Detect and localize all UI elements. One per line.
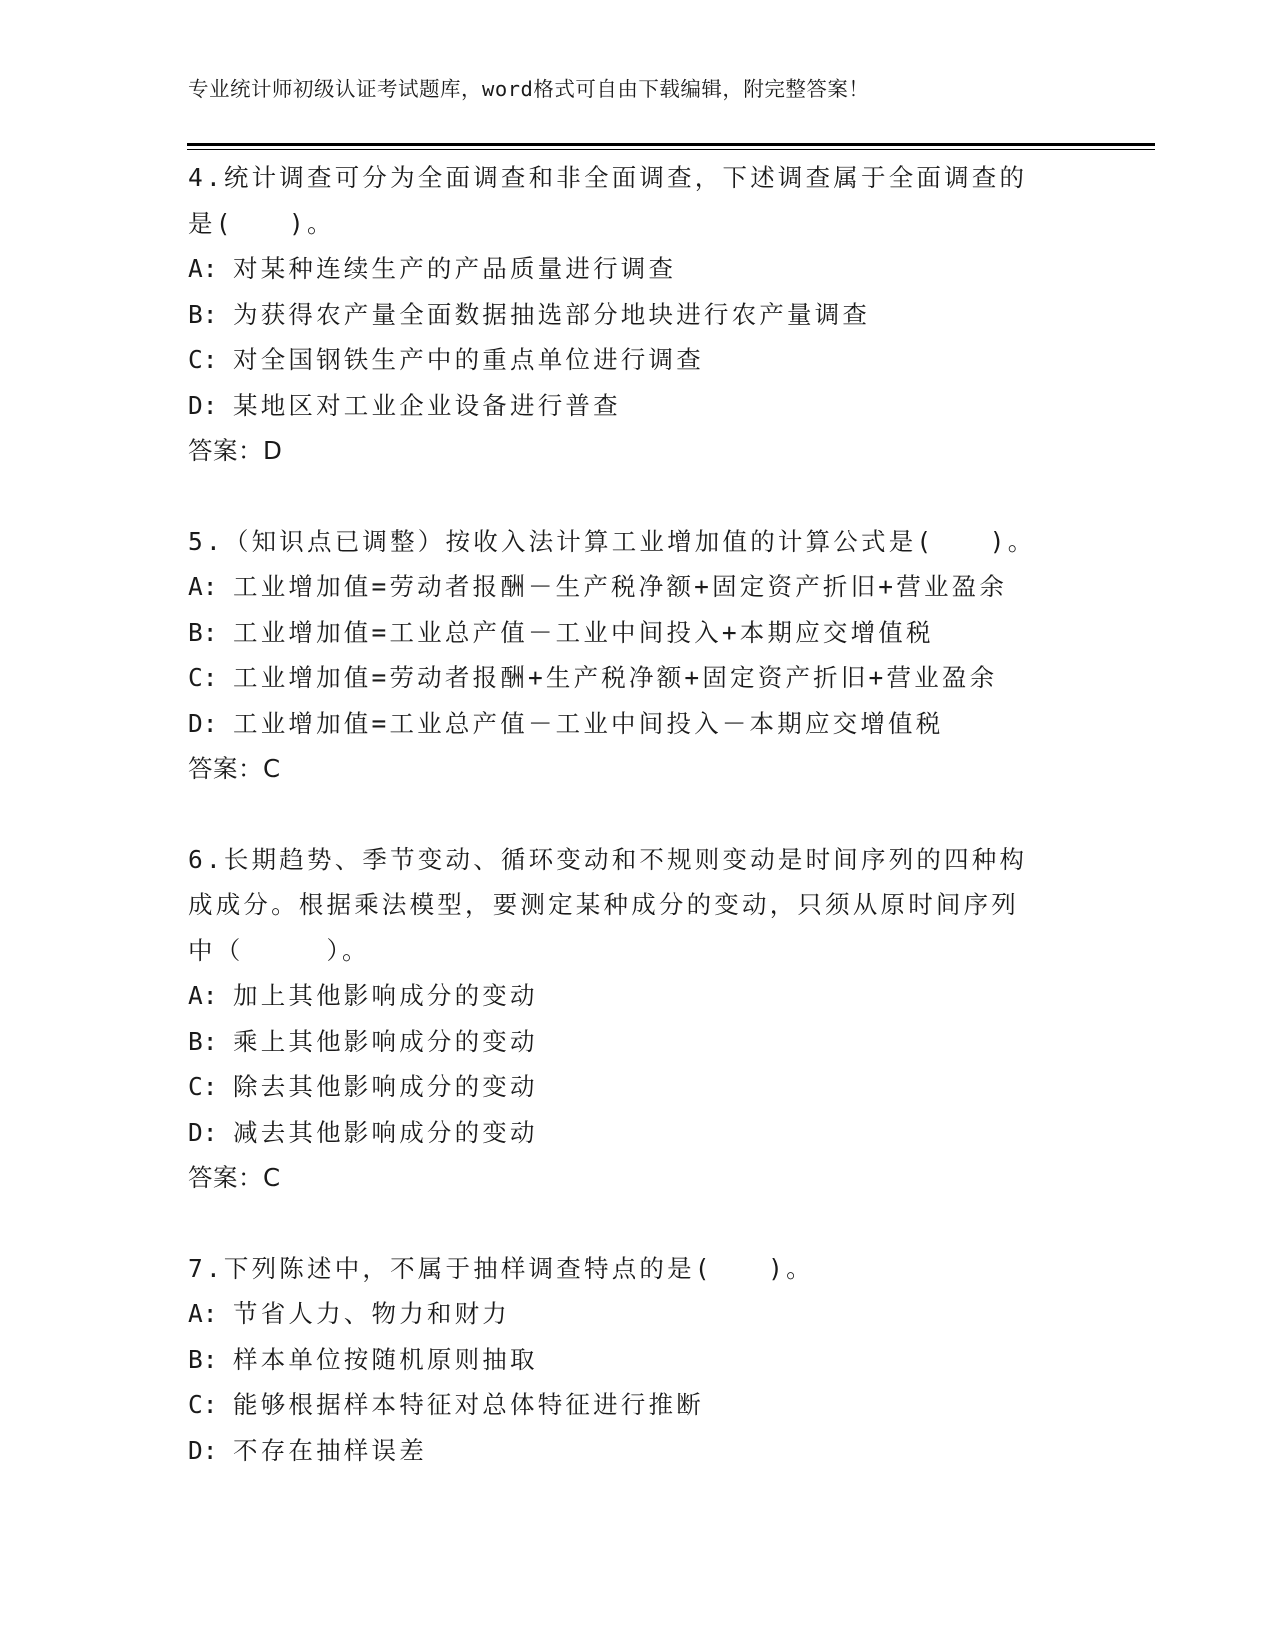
answer-option: [188, 1428, 1068, 1474]
answer-option: [188, 1337, 1068, 1383]
question-block: [188, 519, 1068, 792]
question-list: [188, 155, 1068, 1518]
option-text: 加上其他影响成分的变动: [233, 981, 538, 1010]
option-letter: D:: [188, 1435, 218, 1465]
answer-option: [188, 292, 1068, 338]
question-stem-line: 是( )。: [188, 208, 335, 238]
option-text: 工业增加值=工业总产值－工业中间投入－本期应交增值税: [233, 708, 944, 738]
option-text: 工业增加值=劳动者报酬－生产税净额+固定资产折旧+营业盈余: [233, 572, 1008, 601]
option-letter: A:: [188, 981, 218, 1010]
option-text: 节省人力、物力和财力: [233, 1299, 510, 1328]
question-stem-line: 中（ ）。: [188, 935, 370, 965]
answer-label: 答案：: [188, 436, 263, 465]
answer-key: C: [263, 1163, 281, 1192]
answer-option: [188, 701, 1068, 747]
option-letter: A:: [188, 572, 218, 601]
answer-option: [188, 655, 1068, 701]
option-letter: D:: [188, 708, 218, 738]
option-letter: A:: [188, 1299, 218, 1328]
option-letter: A:: [188, 254, 218, 283]
option-letter: B:: [188, 617, 218, 647]
question-stem-line: 5.（知识点已调整）按收入法计算工业增加值的计算公式是( )。: [188, 526, 1036, 556]
answer-label: 答案：: [188, 754, 263, 783]
answer-option: [188, 1291, 1068, 1337]
option-letter: B:: [188, 299, 218, 329]
page-header: 专业统计师初级认证考试题库，word格式可自由下载编辑，附完整答案！: [188, 77, 870, 101]
option-text: 对某种连续生产的产品质量进行调查: [233, 254, 677, 283]
question-stem-line: 4.统计调查可分为全面调查和非全面调查，下述调查属于全面调查的: [188, 163, 1028, 192]
answer-key: C: [263, 754, 281, 783]
answer-option: [188, 1110, 1068, 1156]
answer-option: [188, 1382, 1068, 1428]
option-text: 为获得农产量全面数据抽选部分地块进行农产量调查: [233, 299, 871, 329]
answer-option: [188, 337, 1068, 383]
option-text: 某地区对工业企业设备进行普查: [233, 390, 621, 420]
question-stem-line: 6.长期趋势、季节变动、循环变动和不规则变动是时间序列的四种构: [188, 844, 1028, 874]
answer-option: [188, 246, 1068, 292]
option-text: 能够根据样本特征对总体特征进行推断: [233, 1390, 704, 1419]
answer-key: D: [263, 436, 282, 465]
header-rule-thick: [187, 143, 1155, 146]
option-letter: B:: [188, 1026, 218, 1056]
answer-option: [188, 1019, 1068, 1065]
option-text: 工业增加值=工业总产值－工业中间投入+本期应交增值税: [233, 617, 934, 647]
option-text: 样本单位按随机原则抽取: [233, 1344, 538, 1374]
option-letter: D:: [188, 1117, 218, 1147]
option-text: 对全国钢铁生产中的重点单位进行调查: [233, 345, 704, 374]
answer-option: [188, 564, 1068, 610]
option-text: 不存在抽样误差: [233, 1435, 427, 1465]
option-letter: C:: [188, 663, 218, 692]
question-stem-line: 7.下列陈述中，不属于抽样调查特点的是( )。: [188, 1253, 814, 1283]
option-text: 除去其他影响成分的变动: [233, 1072, 538, 1101]
answer-line: [188, 1155, 1068, 1201]
answer-label: 答案：: [188, 1163, 263, 1192]
option-letter: C:: [188, 345, 218, 374]
question-block: [188, 837, 1068, 1201]
question-block: [188, 1246, 1068, 1474]
answer-option: [188, 610, 1068, 656]
option-text: 减去其他影响成分的变动: [233, 1117, 538, 1147]
option-letter: B:: [188, 1344, 218, 1374]
answer-line: [188, 428, 1068, 474]
option-letter: C:: [188, 1072, 218, 1101]
answer-option: [188, 1064, 1068, 1110]
option-letter: D:: [188, 390, 218, 420]
answer-option: [188, 383, 1068, 429]
answer-option: [188, 973, 1068, 1019]
option-letter: C:: [188, 1390, 218, 1419]
header-rule-thin: [187, 149, 1155, 150]
answer-line: [188, 746, 1068, 792]
question-stem-line: 成成分。根据乘法模型，要测定某种成分的变动，只须从原时间序列: [188, 890, 1019, 919]
option-text: 乘上其他影响成分的变动: [233, 1026, 538, 1056]
question-block: [188, 155, 1068, 474]
option-text: 工业增加值=劳动者报酬+生产税净额+固定资产折旧+营业盈余: [233, 663, 998, 692]
